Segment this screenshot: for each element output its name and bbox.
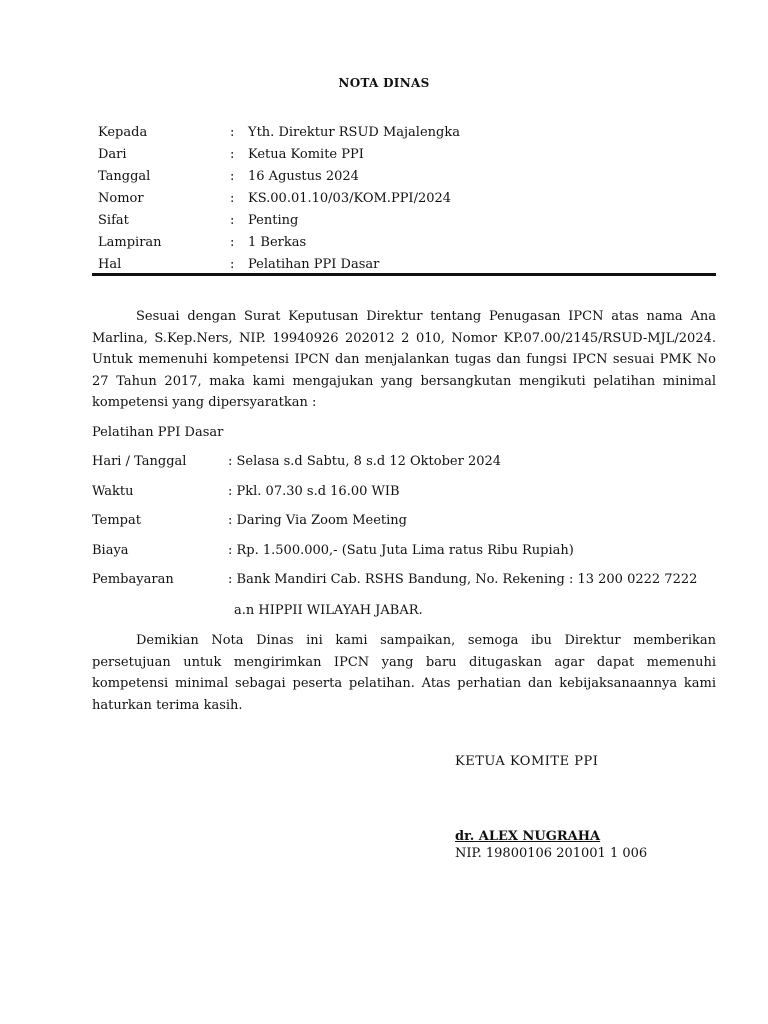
header-colon: : [230,147,235,162]
header-label: Nomor [98,191,144,206]
header-label: Tanggal [98,169,151,184]
detail-label: Pembayaran [92,572,174,588]
header-colon: : [230,191,235,206]
detail-value: : Rp. 1.500.000,- (Satu Juta Lima ratus Ribu Rupiah) [228,542,574,558]
detail-label: Biaya [92,542,129,558]
detail-row-place [92,509,732,539]
header-row-tanggal [98,166,718,188]
detail-value: : Bank Mandiri Cab. RSHS Bandung, No. Rekening : 13 200 0222 7222 [228,572,698,588]
payment-account-holder: a.n HIPPII WILAYAH JABAR. [234,603,423,618]
header-row-dari [98,144,718,166]
detail-label: Waktu [92,483,134,499]
detail-value: : Daring Via Zoom Meeting [228,513,408,529]
header-colon: : [230,125,235,140]
document-title: NOTA DINAS [338,76,430,90]
header-row-sifat [98,210,718,232]
header-colon: : [230,257,235,272]
training-subtitle: Pelatihan PPI Dasar [92,425,224,440]
detail-value: : Pkl. 07.30 s.d 16.00 WIB [228,483,400,499]
header-value: Yth. Direktur RSUD Majalengka [248,125,460,140]
body-paragraph-closing: Demikian Nota Dinas ini kami sampaikan, semoga ibu Direktur memberikan persetujuan untuk mengirimkan IPCN yang baru ditugaskan agar dapat memenuhi kompetensi minimal sebagai peserta pelatihan. Atas perhatian dan kebijaksanaannya kami haturkan terima kasih. [92,633,716,713]
header-colon: : [230,235,235,250]
detail-row-time [92,480,732,510]
header-row-nomor [98,188,718,210]
detail-row-cost [92,539,732,569]
memo-header-table [98,122,718,276]
body-paragraph-intro: Sesuai dengan Surat Keputusan Direktur tentang Penugasan IPCN atas nama Ana Marlina, S.Kep.Ners, NIP. 19940926 202012 2 010, Nomor KP.07.00/2145/RSUD-MJL/2024. Untuk memenuhi kompetensi IPCN dan menjalankan tugas dan fungsi IPCN sesuai PMK No 27 Tahun 2017, maka kami mengajukan yang bersangkutan mengikuti pelatihan minimal kompetensi yang dipersyaratkan : [92,309,716,410]
header-value: 1 Berkas [248,235,307,250]
signatory-name: dr. ALEX NUGRAHA [455,829,601,844]
detail-row-payment [92,568,732,598]
detail-label: Tempat [92,513,141,529]
header-label: Lampiran [98,235,162,250]
header-label: Sifat [98,213,129,228]
header-colon: : [230,169,235,184]
header-label: Hal [98,257,122,272]
header-value: Penting [248,213,299,228]
training-details [92,450,732,598]
header-value: Ketua Komite PPI [248,147,364,162]
signatory-nip: NIP. 19800106 201001 1 006 [455,846,648,861]
header-label: Kepada [98,125,148,140]
detail-value: : Selasa s.d Sabtu, 8 s.d 12 Oktober 2024 [228,454,502,469]
header-value: Pelatihan PPI Dasar [248,257,380,272]
header-divider [92,273,716,276]
header-row-kepada [98,122,718,144]
header-value: 16 Agustus 2024 [248,169,359,184]
detail-row-date [92,450,732,480]
signature-position: KETUA KOMITE PPI [455,754,599,769]
header-value: KS.00.01.10/03/KOM.PPI/2024 [248,191,452,206]
header-label: Dari [98,147,127,162]
header-colon: : [230,213,235,228]
header-row-lampiran [98,232,718,254]
detail-label: Hari / Tanggal [92,454,187,469]
